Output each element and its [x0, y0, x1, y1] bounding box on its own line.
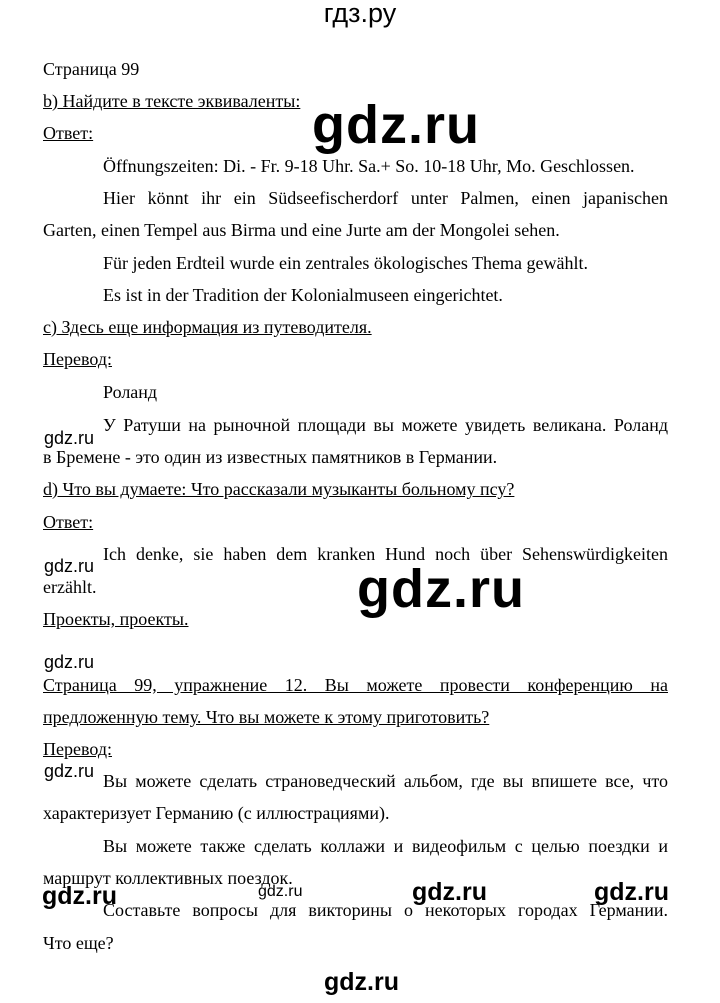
watermark: gdz.ru — [324, 968, 399, 996]
answer-line: Ich denke, sie haben dem kranken Hund noch über Sehenswürdigkeiten — [103, 544, 668, 564]
task-c: c) Здесь еще информация из путеводителя. — [43, 317, 372, 337]
watermark: gdz.ru — [44, 761, 95, 781]
answer-line: Für jeden Erdteil wurde ein zentrales ökologisches Thema gewählt. — [103, 253, 589, 273]
translation-label: Перевод: — [43, 739, 112, 759]
translation-line: У Ратуши на рыночной площади вы можете увидеть великана. Роланд — [103, 415, 668, 435]
task-b: b) Найдите в тексте эквиваленты: — [43, 91, 301, 111]
translation-line: Что еще? — [43, 933, 114, 953]
answer-line: erzählt. — [43, 577, 97, 597]
watermark: gdz.ru — [594, 878, 669, 906]
answer-line: Öffnungszeiten: Di. - Fr. 9-18 Uhr. Sa.+ So. 10-18 Uhr, Mo. Geschlossen. — [103, 156, 635, 176]
watermark: gdz.ru — [357, 559, 525, 619]
answer-label: Ответ: — [43, 123, 94, 143]
translation-line: Составьте вопросы для викторины о некоторых городах Германии. — [103, 900, 668, 920]
watermark: gdz.ru — [42, 882, 117, 910]
translation-line: Вы можете также сделать коллажи и видеофильм с целью поездки и — [103, 836, 668, 856]
watermark: gdz.ru — [44, 652, 95, 672]
translation-name: Роланд — [103, 382, 158, 402]
page-heading: Страница 99 — [43, 59, 140, 79]
projects-heading: Проекты, проекты. — [43, 609, 189, 629]
answer-line: Hier könnt ihr ein Südseefischerdorf unter Palmen, einen japanischen — [103, 188, 668, 208]
watermark: gdz.ru — [312, 95, 480, 155]
watermark: gdz.ru — [258, 883, 303, 900]
translation-line: маршрут коллективных поездок. — [43, 868, 293, 888]
translation-line: в Бремене - это один из известных памятников в Германии. — [43, 447, 498, 467]
translation-line: Вы можете сделать страноведческий альбом, где вы впишете все, что — [103, 771, 668, 791]
translation-label: Перевод: — [43, 349, 112, 369]
task-d: d) Что вы думаете: Что рассказали музыканты больному псу? — [43, 479, 515, 499]
watermark: gdz.ru — [44, 428, 95, 448]
exercise-line: предложенную тему. Что вы можете к этому приготовить? — [43, 707, 490, 727]
translation-line: характеризует Германию (с иллюстрациями). — [43, 803, 390, 823]
site-title: гдз.ру — [323, 0, 397, 28]
answer-line: Es ist in der Tradition der Kolonialmuseen eingerichtet. — [103, 285, 503, 305]
answer-line: Garten, einen Tempel aus Birma und eine Jurte am der Mongolei sehen. — [43, 220, 560, 240]
exercise-line: Страница 99, упражнение 12. Вы можете провести конференцию на — [43, 675, 668, 695]
watermark: gdz.ru — [412, 878, 487, 906]
answer-label: Ответ: — [43, 512, 94, 532]
watermark: gdz.ru — [44, 556, 95, 576]
